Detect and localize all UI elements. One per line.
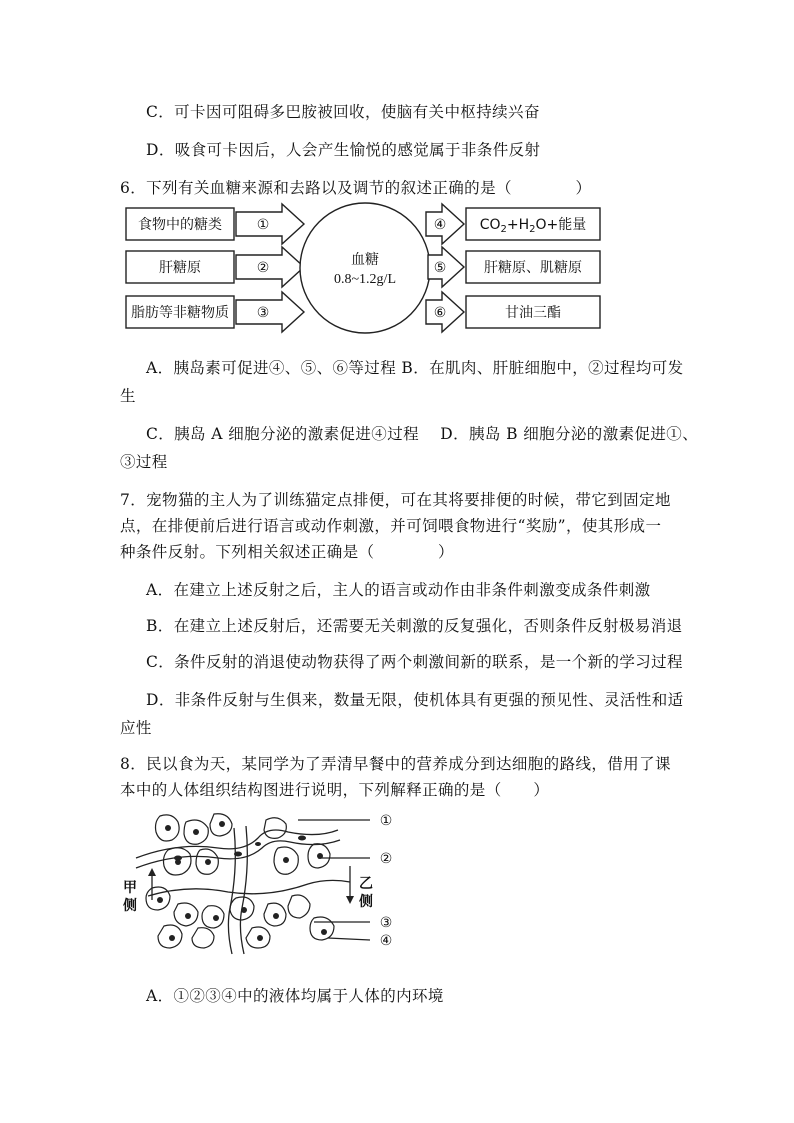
blood-cell xyxy=(174,856,182,861)
q6-option-d-cont: ③过程 xyxy=(120,453,168,471)
q7-option-d-line2: 应性 xyxy=(120,719,152,737)
q6-option-ab: A．胰岛素可促进④、⑤、⑥等过程 B．在肌肉、肝脏细胞中，②过程均可发 xyxy=(146,359,684,377)
in-number-3: ③ xyxy=(256,305,270,321)
q7-option-d-line1: D．非条件反射与生俱来，数量无限，使机体具有更强的预见性、灵活性和适 xyxy=(146,691,684,709)
lymph-vessel-left xyxy=(228,828,235,954)
cell-nucleus xyxy=(283,857,289,863)
cell-nucleus xyxy=(257,935,263,941)
cell-nucleus xyxy=(273,913,279,919)
out-number-4: ④ xyxy=(433,217,447,233)
tissue-structure-diagram xyxy=(118,808,408,956)
side-label-jia-1: 甲 xyxy=(123,880,137,896)
q5-option-c: C．可卡因可阻碍多巴胺被回收，使脑有关中枢持续兴奋 xyxy=(146,103,540,121)
cell-nucleus xyxy=(169,935,175,941)
diagram-label-3: ③ xyxy=(379,915,393,931)
arrowhead-right xyxy=(346,896,354,904)
center-title: 血糖 xyxy=(351,252,379,268)
tissue-cell xyxy=(264,818,286,839)
diagram-label-4: ④ xyxy=(379,933,393,949)
cell-nucleus xyxy=(317,853,323,859)
side-label-yi-2: 侧 xyxy=(359,894,373,910)
arrowhead-left xyxy=(148,868,156,876)
tissue-cell xyxy=(310,917,334,940)
q7-stem-line2: 点，在排便前后进行语言或动作刺激，并可饲喂食物进行“奖励”，使其形成一 xyxy=(120,517,662,535)
leader-line-4 xyxy=(328,938,370,940)
arrow-in-1 xyxy=(236,204,304,244)
in-number-1: ① xyxy=(256,217,270,233)
q7-stem-line3: 种条件反射。下列相关叙述正确是（ ） xyxy=(120,543,454,561)
q5-option-d: D．吸食可卡因后，人会产生愉悦的感觉属于非条件反射 xyxy=(146,141,541,159)
tissue-fluid-channel xyxy=(148,880,350,896)
cell-nucleus xyxy=(321,929,327,935)
q7-stem-line1: 7．宠物猫的主人为了训练猫定点排便，可在其将要排便的时候，带它到固定地 xyxy=(120,491,671,509)
cell-nucleus xyxy=(219,821,225,827)
blood-sugar-circle xyxy=(300,203,430,333)
out-number-5: ⑤ xyxy=(433,260,447,276)
tissue-cell xyxy=(202,906,224,928)
q7-option-a: A．在建立上述反射之后，主人的语言或动作由非条件刺激变成条件刺激 xyxy=(146,581,651,599)
q6-stem: 6．下列有关血糖来源和去路以及调节的叙述正确的是（ ） xyxy=(120,179,592,197)
dest-label-triglyceride: 甘油三酯 xyxy=(505,305,561,321)
blood-cell xyxy=(298,836,306,841)
q6-option-cd: C．胰岛 A 细胞分泌的激素促进④过程 D．胰岛 B 细胞分泌的激素促进①、 xyxy=(146,425,699,443)
dest-label-glycogen: 肝糖原、肌糖原 xyxy=(484,260,582,276)
source-label-fat: 脂肪等非糖物质 xyxy=(131,305,229,321)
center-value: 0.8~1.2g/L xyxy=(333,272,397,287)
q6-option-b-cont: 生 xyxy=(120,387,136,405)
q7-option-c: C．条件反射的消退使动物获得了两个刺激间新的联系，是一个新的学习过程 xyxy=(146,653,683,671)
diagram-label-1: ① xyxy=(379,813,393,829)
tissue-cell xyxy=(192,928,214,948)
blood-sugar-diagram xyxy=(120,198,610,334)
cell-nucleus xyxy=(205,859,211,865)
cell-nucleus xyxy=(193,829,199,835)
in-number-2: ② xyxy=(256,260,270,276)
arrow-in-3 xyxy=(236,292,304,332)
q7-option-b: B．在建立上述反射后，还需要无关刺激的反复强化，否则条件反射极易消退 xyxy=(146,617,683,635)
tissue-cell xyxy=(288,895,310,918)
cell-nucleus xyxy=(241,907,247,913)
q8-option-a: A．①②③④中的液体均属于人体的内环境 xyxy=(146,987,444,1005)
dest-label-co2: $CO_2+H_2O+$能量 xyxy=(479,217,587,235)
source-label-food: 食物中的糖类 xyxy=(138,217,222,233)
blood-cell xyxy=(234,852,242,857)
source-label-liver-glycogen: 肝糖原 xyxy=(159,260,201,276)
diagram-label-2: ② xyxy=(379,851,393,867)
cell-nucleus xyxy=(157,897,163,903)
side-label-jia-2: 侧 xyxy=(123,898,137,914)
cell-nucleus xyxy=(185,913,191,919)
q8-stem-line1: 8．民以食为天，某同学为了弄清早餐中的营养成分到达细胞的路线，借用了课 xyxy=(120,755,671,773)
cell-nucleus xyxy=(213,915,219,921)
q8-stem-line2: 本中的人体组织结构图进行说明，下列解释正确的是（ ） xyxy=(120,781,550,799)
side-label-yi-1: 乙 xyxy=(359,876,373,892)
arrow-in-2 xyxy=(236,247,304,287)
cell-nucleus xyxy=(165,825,171,831)
out-number-6: ⑥ xyxy=(433,305,447,321)
blood-cell xyxy=(255,842,261,846)
